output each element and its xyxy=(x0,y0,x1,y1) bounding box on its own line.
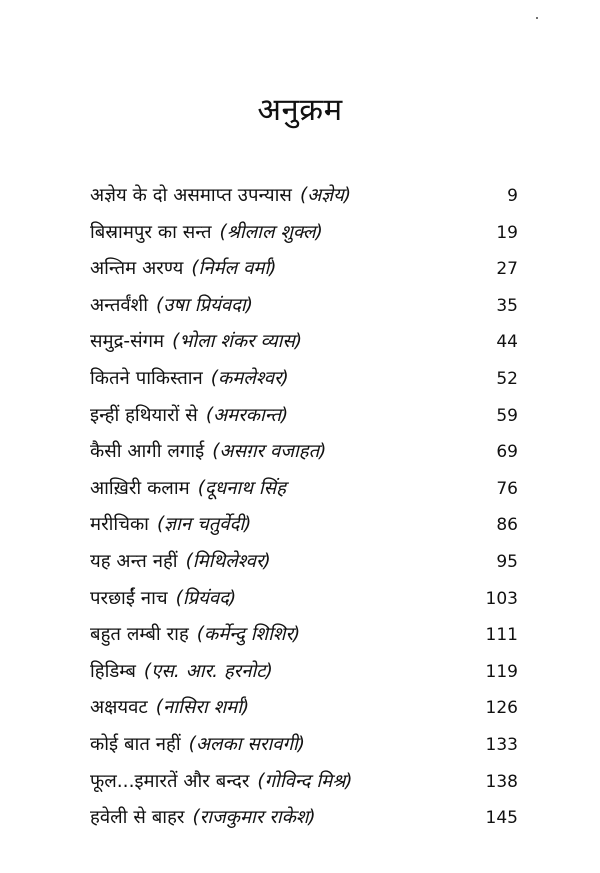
toc-entry xyxy=(90,292,518,329)
entry-page-number: 145 xyxy=(485,808,518,829)
entry-title: अज्ञेय के दो असमाप्त उपन्यास xyxy=(90,185,292,206)
entry-page-number: 19 xyxy=(496,222,518,243)
entry-text xyxy=(90,548,271,573)
page-speck xyxy=(536,17,538,19)
entry-text xyxy=(90,694,249,719)
entry-author: (एस. आर. हरनोट) xyxy=(143,660,273,682)
entry-title: कैसी आगी लगाई xyxy=(90,441,205,463)
entry-author: (कर्मेन्दु शिशिर) xyxy=(196,624,301,646)
table-of-contents xyxy=(90,182,518,841)
toc-entry xyxy=(90,255,518,292)
entry-text xyxy=(90,219,323,244)
entry-page-number: 95 xyxy=(496,551,518,572)
entry-text xyxy=(90,768,353,793)
toc-entry xyxy=(90,438,518,475)
entry-title: बिस्रामपुर का सन्त xyxy=(90,221,212,243)
entry-author: (अमरकान्त) xyxy=(205,404,289,426)
entry-author: (मिथिलेश्वर) xyxy=(185,550,271,572)
entry-title: हिडिम्ब xyxy=(90,660,136,682)
entry-page-number: 111 xyxy=(485,625,518,646)
entry-page-number: 133 xyxy=(485,734,518,755)
entry-author: (गोविन्द मिश्र) xyxy=(257,770,353,792)
entry-title: समुद्र-संगम xyxy=(90,331,165,353)
toc-entry xyxy=(90,731,518,768)
entry-author: (राजकुमार राकेश) xyxy=(192,807,316,829)
entry-author: (ज्ञान चतुर्वेदी) xyxy=(156,514,252,536)
page-title: अनुक्रम xyxy=(257,92,343,128)
entry-author: (नासिरा शर्मा) xyxy=(155,697,250,719)
toc-entry xyxy=(90,328,518,365)
toc-entry xyxy=(90,548,518,585)
entry-page-number: 44 xyxy=(496,332,518,353)
entry-title: अन्तिम अरण्य xyxy=(90,258,184,280)
entry-text xyxy=(90,255,276,280)
entry-title: यह अन्त नहीं xyxy=(90,550,178,572)
entry-title: बहुत लम्बी राह xyxy=(90,624,189,646)
entry-page-number: 126 xyxy=(485,698,518,719)
entry-page-number: 138 xyxy=(485,771,518,792)
entry-text xyxy=(90,182,351,207)
toc-entry xyxy=(90,182,518,219)
entry-text xyxy=(90,658,273,683)
entry-page-number: 27 xyxy=(496,259,518,280)
entry-title: कोई बात नहीं xyxy=(90,733,181,755)
entry-page-number: 119 xyxy=(485,661,518,682)
entry-author: (प्रियंवद) xyxy=(175,587,237,609)
entry-page-number: 103 xyxy=(485,588,518,609)
entry-page-number: 76 xyxy=(496,478,518,499)
toc-entry xyxy=(90,694,518,731)
entry-title: इन्हीं हथियारों से xyxy=(90,404,198,426)
entry-author: (अज्ञेय) xyxy=(299,185,352,206)
toc-entry xyxy=(90,511,518,548)
entry-page-number: 59 xyxy=(496,405,518,426)
entry-title: आख़िरी कलाम xyxy=(90,477,190,499)
entry-title: कितने पाकिस्तान xyxy=(90,367,203,389)
entry-page-number: 52 xyxy=(496,368,518,389)
entry-title: परछाईं नाच xyxy=(90,587,168,609)
entry-text xyxy=(90,731,305,756)
entry-page-number: 69 xyxy=(496,442,518,463)
toc-entry xyxy=(90,219,518,256)
entry-page-number: 86 xyxy=(496,515,518,536)
toc-entry xyxy=(90,658,518,695)
entry-title: मरीचिका xyxy=(90,514,149,536)
entry-author: (असग़र वजाहत) xyxy=(212,441,327,463)
entry-text xyxy=(90,328,302,353)
toc-entry xyxy=(90,621,518,658)
entry-title: फूल...इमारतें और बन्दर xyxy=(90,770,250,792)
entry-author: (अलका सरावगी) xyxy=(188,733,305,755)
entry-page-number: 35 xyxy=(496,295,518,316)
toc-entry xyxy=(90,402,518,439)
entry-author: (श्रीलाल शुक्ल) xyxy=(219,221,323,243)
entry-author: (निर्मल वर्मा) xyxy=(191,258,277,280)
entry-author: (दूधनाथ सिंह xyxy=(197,477,286,499)
entry-text xyxy=(90,621,300,646)
toc-entry xyxy=(90,585,518,622)
entry-text xyxy=(90,292,253,317)
entry-text xyxy=(90,585,236,610)
entry-author: (भोला शंकर व्यास) xyxy=(172,331,303,353)
entry-text xyxy=(90,365,289,390)
entry-author: (कमलेश्वर) xyxy=(210,367,289,389)
toc-entry xyxy=(90,475,518,512)
entry-text xyxy=(90,402,288,427)
entry-title: अन्तर्वंशी xyxy=(90,294,149,316)
entry-text xyxy=(90,475,286,500)
entry-page-number: 9 xyxy=(507,186,518,206)
entry-title: अक्षयवट xyxy=(90,697,148,719)
toc-entry xyxy=(90,768,518,805)
entry-author: (उषा प्रियंवदा) xyxy=(156,294,253,316)
entry-text xyxy=(90,804,316,829)
toc-entry xyxy=(90,804,518,841)
entry-text xyxy=(90,438,326,463)
entry-title: हवेली से बाहर xyxy=(90,807,185,829)
entry-text xyxy=(90,511,251,536)
toc-entry xyxy=(90,365,518,402)
